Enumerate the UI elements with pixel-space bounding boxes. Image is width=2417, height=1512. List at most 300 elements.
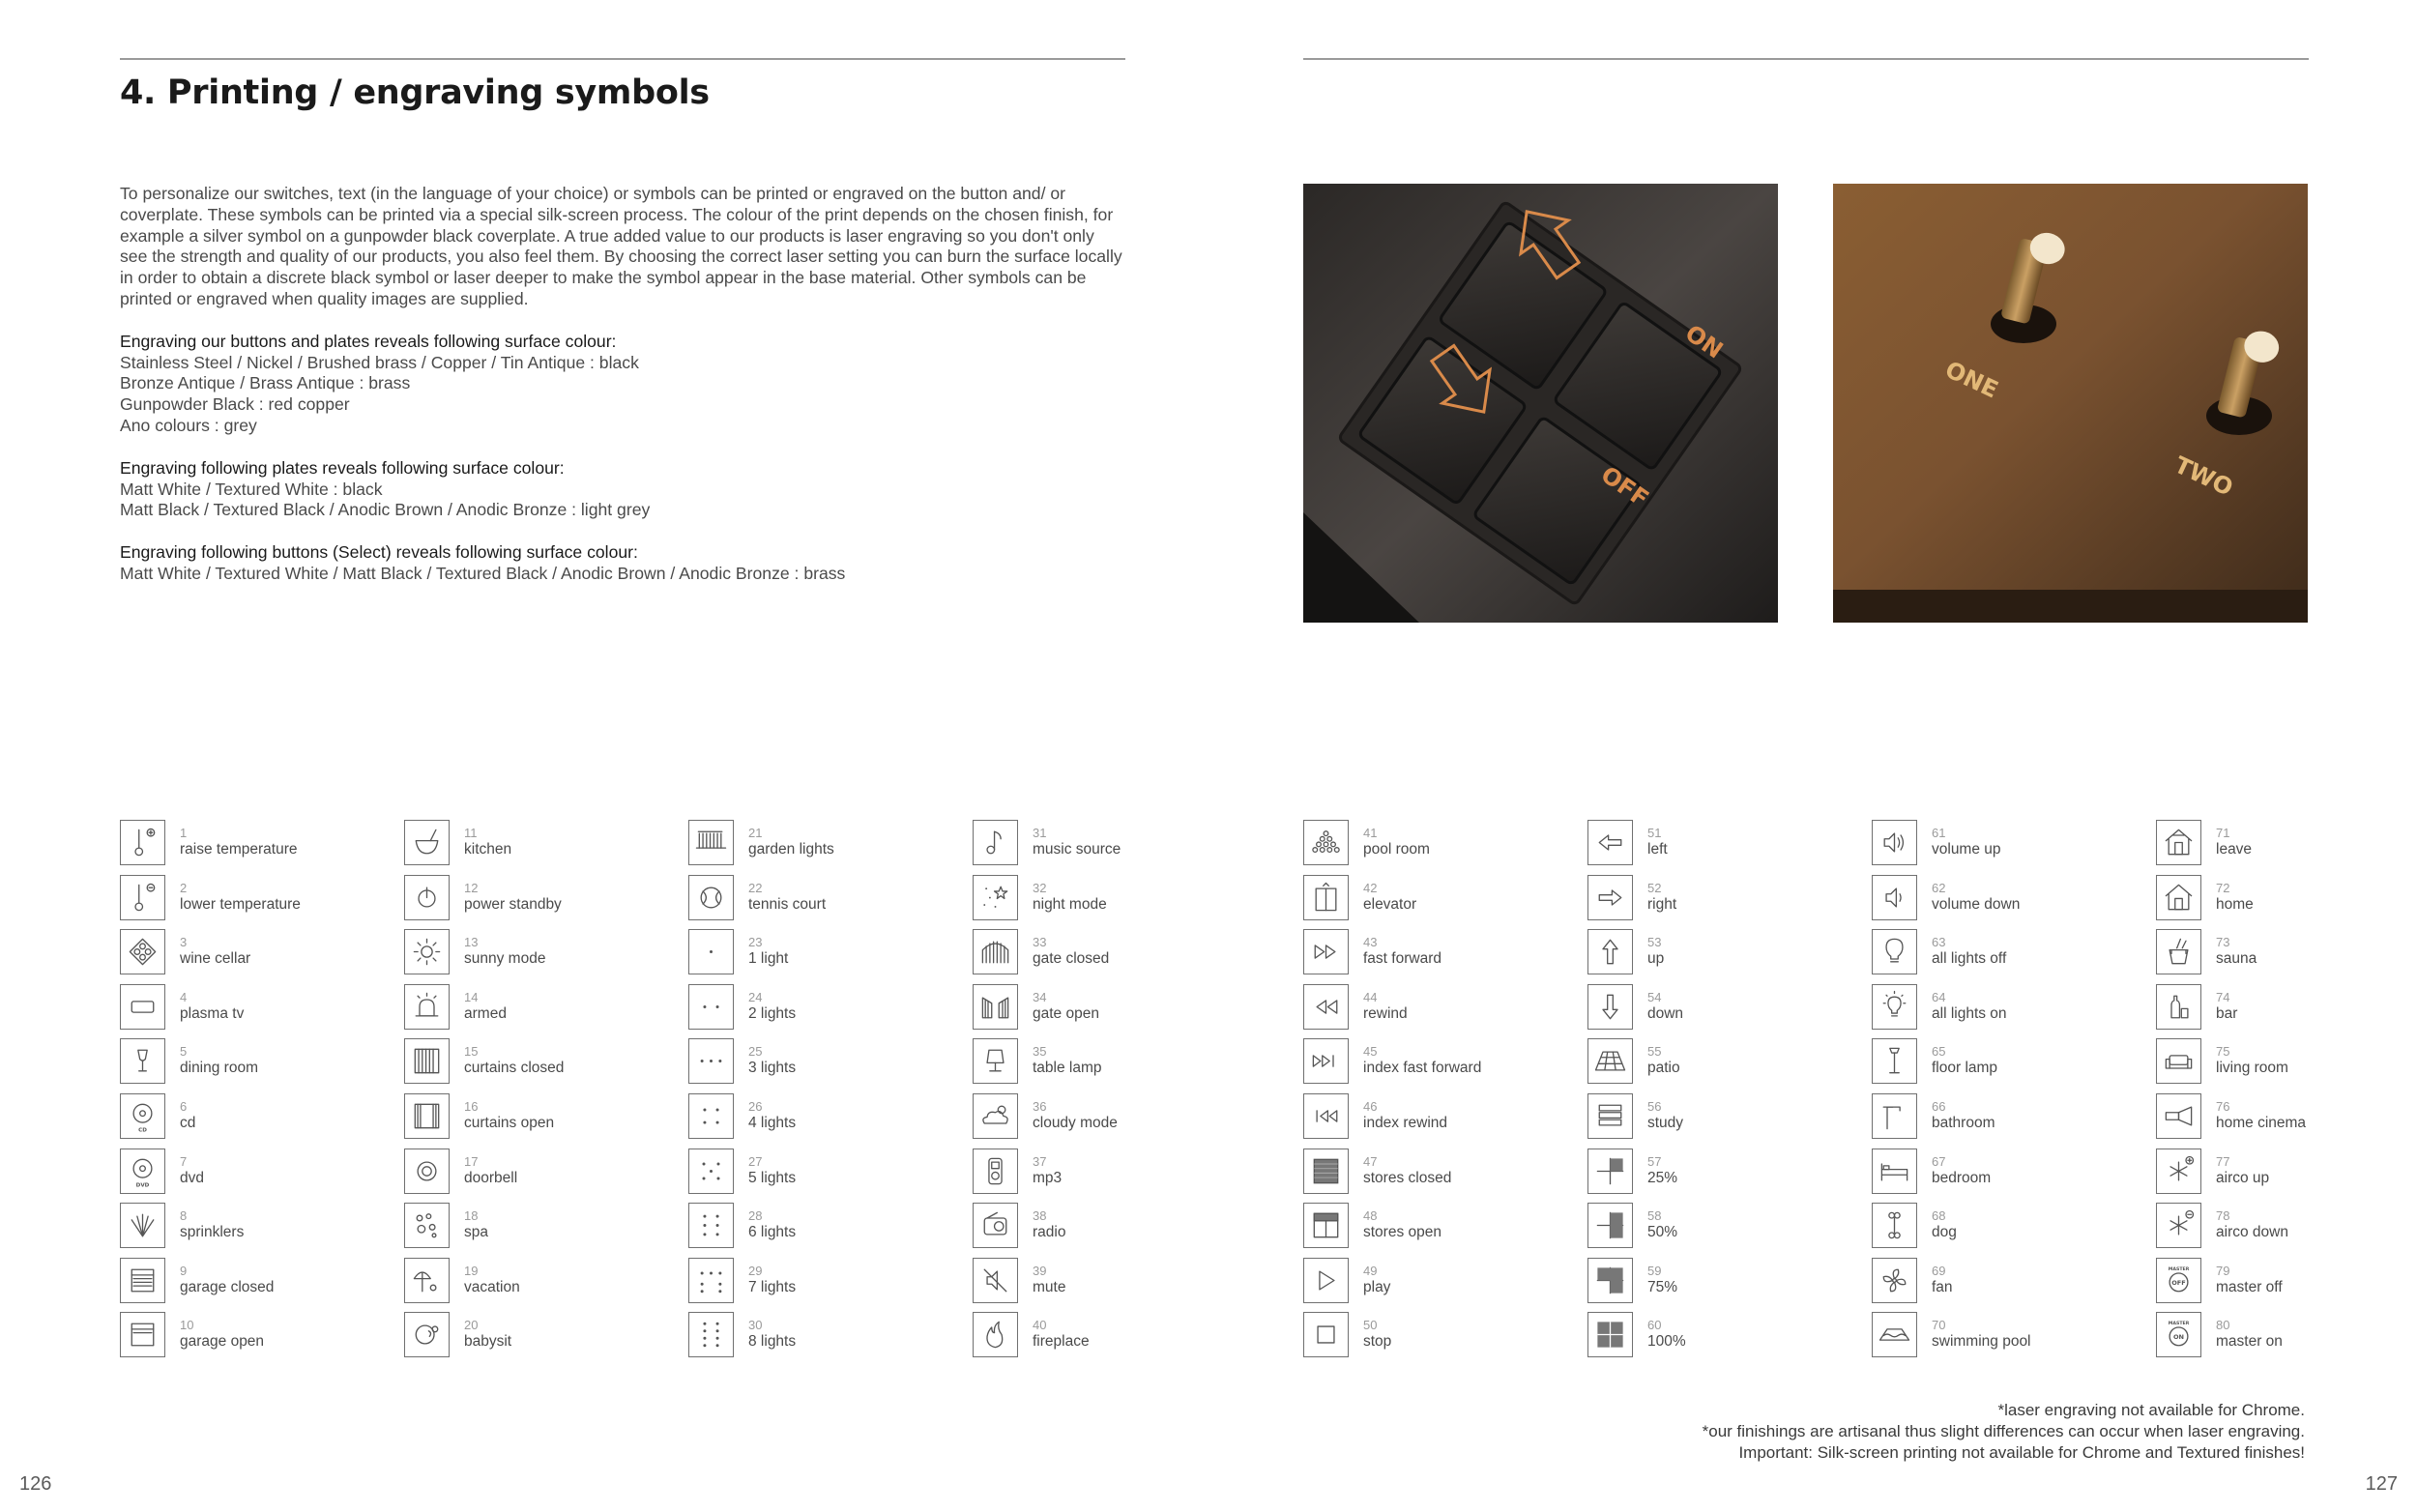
bottles-icon [2156, 984, 2201, 1030]
symbol-number: 54 [1647, 989, 1662, 1004]
symbol-label: bedroom [1932, 1169, 1992, 1186]
symbol-item [2156, 1258, 2417, 1308]
symbol-item [973, 875, 1253, 925]
volume-down-icon [1872, 875, 1917, 920]
symbol-label: wine cellar [180, 950, 251, 968]
page-number-left: 126 [19, 1473, 52, 1495]
symbol-label: fireplace [1033, 1333, 1090, 1351]
symbol-label: all lights off [1932, 950, 2007, 968]
symbol-item [2156, 1203, 2417, 1253]
symbol-label: lower temperature [180, 895, 301, 913]
symbol-label: power standby [464, 895, 562, 913]
dots-3-icon [688, 1038, 734, 1084]
symbol-item [2156, 1093, 2417, 1144]
symbol-item [973, 1312, 1253, 1362]
symbol-label: fan [1932, 1278, 1953, 1295]
baby-icon [404, 1312, 450, 1357]
page-number-right: 127 [2365, 1473, 2398, 1495]
symbol-number: 79 [2216, 1263, 2230, 1278]
top-rule-left [120, 58, 1125, 60]
bed-icon [1872, 1149, 1917, 1194]
cloud-sun-icon [973, 1093, 1018, 1139]
symbol-label: 6 lights [748, 1224, 797, 1241]
symbol-item [688, 1149, 969, 1199]
tennis-ball-icon [688, 875, 734, 920]
symbol-item [1872, 820, 2152, 870]
symbol-number: 63 [1932, 935, 1946, 950]
symbol-item [1303, 1149, 1584, 1199]
symbol-label: dog [1932, 1224, 1957, 1241]
house-icon [2156, 875, 2201, 920]
symbol-number: 67 [1932, 1153, 1946, 1169]
symbol-number: 17 [464, 1153, 479, 1169]
symbol-number: 38 [1033, 1208, 1047, 1224]
symbol-item [120, 929, 400, 979]
blinds-closed-icon [1303, 1149, 1349, 1194]
symbol-item [1303, 875, 1584, 925]
symbol-number: 23 [748, 935, 763, 950]
symbol-item [1303, 1312, 1584, 1362]
pool-balls-icon [1303, 820, 1349, 865]
symbol-item [1872, 1258, 2152, 1308]
plasma-tv-icon [120, 984, 165, 1030]
symbol-label: gate open [1033, 1004, 1099, 1022]
symbol-label: right [1647, 895, 1677, 913]
symbol-number: 8 [180, 1208, 188, 1224]
house-leave-icon [2156, 820, 2201, 865]
symbol-number: 7 [180, 1153, 188, 1169]
symbol-item [1303, 820, 1584, 870]
wine-glass-icon [120, 1038, 165, 1084]
symbol-label: 1 light [748, 950, 789, 968]
symbol-number: 28 [748, 1208, 763, 1224]
section-line: Matt Black / Textured Black / Anodic Brown / Anodic Bronze : light grey [120, 500, 651, 520]
symbol-label: airco up [2216, 1169, 2270, 1186]
symbol-number: 3 [180, 935, 188, 950]
symbol-number: 12 [464, 880, 479, 895]
symbol-number: 21 [748, 826, 763, 840]
symbol-item [688, 1312, 969, 1362]
symbol-item [1587, 929, 1868, 979]
symbol-label: index rewind [1363, 1115, 1448, 1131]
snowflake-plus-icon [2156, 1149, 2201, 1194]
blinds-open-icon [1303, 1203, 1349, 1248]
symbol-number: 66 [1932, 1099, 1946, 1114]
intro-text-block [120, 184, 1125, 606]
symbol-item [1303, 1258, 1584, 1308]
power-icon [404, 875, 450, 920]
flame-icon [973, 1312, 1018, 1357]
mortar-icon [404, 820, 450, 865]
footnotes [1703, 1400, 2305, 1463]
symbol-item [1303, 1093, 1584, 1144]
doorbell-icon [404, 1149, 450, 1194]
symbol-label: 7 lights [748, 1278, 797, 1295]
symbol-number: 25 [748, 1044, 763, 1060]
symbol-label: doorbell [464, 1169, 518, 1186]
master-off-icon [2156, 1258, 2201, 1303]
symbol-item [404, 1312, 684, 1362]
symbol-item [404, 1149, 684, 1199]
sun-icon [404, 929, 450, 974]
symbol-label: bathroom [1932, 1115, 1995, 1131]
symbol-number: 4 [180, 989, 188, 1004]
symbol-item [1872, 984, 2152, 1034]
section-line: Matt White / Textured White : black [120, 479, 383, 499]
colour-section-3 [120, 542, 1125, 585]
symbol-item [120, 875, 400, 925]
symbol-number: 6 [180, 1099, 188, 1114]
symbol-item [2156, 820, 2417, 870]
symbol-number: 65 [1932, 1044, 1946, 1060]
symbol-item [1303, 929, 1584, 979]
dots-8-icon [688, 1312, 734, 1357]
symbol-number: 34 [1033, 989, 1047, 1004]
symbol-label: leave [2216, 841, 2253, 858]
symbol-item [404, 929, 684, 979]
symbol-number: 45 [1363, 1044, 1378, 1060]
symbol-item [973, 1258, 1253, 1308]
symbol-number: 50 [1363, 1318, 1378, 1333]
symbol-label: rewind [1363, 1004, 1408, 1022]
symbol-item [1587, 1149, 1868, 1199]
arrow-up-icon [1587, 929, 1633, 974]
section-line: Gunpowder Black : red copper [120, 394, 350, 415]
symbol-number: 48 [1363, 1208, 1378, 1224]
curtains-closed-icon [404, 1038, 450, 1084]
symbol-label: up [1647, 950, 1665, 968]
on-label: ON [1679, 319, 1729, 364]
thermometer-plus-icon [120, 820, 165, 865]
toggle-switch-photo [1833, 184, 2308, 623]
symbol-number: 5 [180, 1044, 188, 1060]
symbol-number: 26 [748, 1099, 763, 1114]
projector-icon [2156, 1093, 2201, 1139]
symbol-item [973, 1038, 1253, 1089]
symbol-number: 41 [1363, 826, 1378, 840]
floor-lamp-icon [1872, 1038, 1917, 1084]
symbol-item [688, 1038, 969, 1089]
symbol-number: 20 [464, 1318, 479, 1333]
swimming-pool-icon [1872, 1312, 1917, 1357]
symbol-label: fast forward [1363, 950, 1441, 968]
symbol-item [1872, 875, 2152, 925]
symbol-number: 2 [180, 880, 188, 895]
symbol-number: 46 [1363, 1099, 1378, 1114]
books-icon [1587, 1093, 1633, 1139]
section-heading: Engraving following plates reveals following surface colour: [120, 457, 565, 478]
symbol-number: 53 [1647, 935, 1662, 950]
symbol-label: airco down [2216, 1224, 2288, 1241]
symbol-item [688, 984, 969, 1034]
symbol-item [404, 1093, 684, 1144]
symbol-number: 43 [1363, 935, 1378, 950]
symbol-label: music source [1033, 841, 1121, 858]
symbol-label: pool room [1363, 841, 1430, 858]
night-stars-icon [973, 875, 1018, 920]
symbol-item [1872, 1149, 2152, 1199]
symbol-number: 64 [1932, 989, 1946, 1004]
table-lamp-icon [973, 1038, 1018, 1084]
symbol-label: 8 lights [748, 1333, 797, 1351]
symbol-number: 55 [1647, 1044, 1662, 1060]
symbol-number: 61 [1932, 826, 1946, 840]
symbol-label: curtains closed [464, 1060, 565, 1077]
symbol-label: garage open [180, 1333, 265, 1351]
symbol-number: 32 [1033, 880, 1047, 895]
svg-text:MASTER: MASTER [2168, 1322, 2190, 1327]
symbol-label: dining room [180, 1060, 258, 1077]
symbol-item [2156, 875, 2417, 925]
symbol-item [120, 1093, 400, 1144]
symbol-number: 39 [1033, 1263, 1047, 1278]
symbol-item [1303, 1038, 1584, 1089]
symbol-number: 24 [748, 989, 763, 1004]
snowflake-minus-icon [2156, 1203, 2201, 1248]
symbol-label: 5 lights [748, 1169, 797, 1186]
section-line: Matt White / Textured White / Matt Black / Textured Black / Anodic Brown / Anodic Bronze : brass [120, 563, 846, 583]
dots-1-icon [688, 929, 734, 974]
symbol-label: home cinema [2216, 1115, 2307, 1131]
svg-text:ON: ON [2172, 1333, 2185, 1342]
symbol-label: all lights on [1932, 1004, 2007, 1022]
stop-icon [1303, 1312, 1349, 1357]
page-title: 4. Printing / engraving symbols [120, 73, 710, 112]
symbol-number: 60 [1647, 1318, 1662, 1333]
bone-icon [1872, 1203, 1917, 1248]
dots-7-icon [688, 1258, 734, 1303]
svg-text:OFF: OFF [2171, 1278, 2186, 1287]
symbol-number: 76 [2216, 1099, 2230, 1114]
dots-6-icon [688, 1203, 734, 1248]
two-label: TWO [2169, 451, 2237, 502]
symbol-number: 72 [2216, 880, 2230, 895]
symbol-label: table lamp [1033, 1060, 1102, 1077]
svg-text:MASTER: MASTER [2168, 1266, 2190, 1272]
section-line: Stainless Steel / Nickel / Brushed brass / Copper / Tin Antique : black [120, 352, 639, 372]
symbol-label: patio [1647, 1060, 1680, 1077]
symbol-number: 37 [1033, 1153, 1047, 1169]
symbol-label: kitchen [464, 841, 512, 858]
mute-icon [973, 1258, 1018, 1303]
symbol-number: 78 [2216, 1208, 2230, 1224]
symbol-label: stores open [1363, 1224, 1441, 1241]
symbol-label: mp3 [1033, 1169, 1063, 1186]
symbol-label: plasma tv [180, 1004, 245, 1022]
symbol-number: 27 [748, 1153, 763, 1169]
symbol-label: mute [1033, 1278, 1066, 1295]
symbol-number: 69 [1932, 1263, 1946, 1278]
symbol-label: garage closed [180, 1278, 275, 1295]
thermometer-minus-icon [120, 875, 165, 920]
volume-up-icon [1872, 820, 1917, 865]
symbol-number: 56 [1647, 1099, 1662, 1114]
symbol-number: 18 [464, 1208, 479, 1224]
symbol-item [120, 1149, 400, 1199]
symbol-item [120, 1203, 400, 1253]
symbol-item [404, 1038, 684, 1089]
symbol-item [404, 1203, 684, 1253]
symbol-number: 52 [1647, 880, 1662, 895]
push-button-switch-photo [1303, 184, 1778, 623]
symbol-item [1587, 1093, 1868, 1144]
symbol-item [688, 929, 969, 979]
symbol-item [1303, 984, 1584, 1034]
symbol-item [688, 820, 969, 870]
symbol-number: 13 [464, 935, 479, 950]
symbol-number: 80 [2216, 1318, 2230, 1333]
symbol-label: 75% [1647, 1278, 1678, 1295]
footnote: *laser engraving not available for Chrome. [1997, 1401, 2305, 1419]
symbol-number: 77 [2216, 1153, 2230, 1169]
symbol-item [973, 984, 1253, 1034]
symbol-item [973, 820, 1253, 870]
quarter-25-icon [1587, 1149, 1633, 1194]
quarter-100-icon [1587, 1312, 1633, 1357]
symbol-label: 100% [1647, 1333, 1686, 1351]
symbol-item [1872, 1093, 2152, 1144]
symbol-label: sauna [2216, 950, 2257, 968]
symbol-number: 62 [1932, 880, 1946, 895]
dots-5-icon [688, 1149, 734, 1194]
symbol-item [688, 875, 969, 925]
fast-forward-icon [1303, 929, 1349, 974]
symbol-item [1872, 1203, 2152, 1253]
music-note-icon [973, 820, 1018, 865]
dvd-icon [120, 1149, 165, 1194]
symbol-label: floor lamp [1932, 1060, 1998, 1077]
symbol-item [1587, 820, 1868, 870]
symbol-number: 15 [464, 1044, 479, 1060]
symbol-number: 30 [748, 1318, 763, 1333]
master-on-icon [2156, 1312, 2201, 1357]
symbol-number: 74 [2216, 989, 2230, 1004]
symbol-label: 3 lights [748, 1060, 797, 1077]
symbol-item [120, 1258, 400, 1308]
symbol-label: 2 lights [748, 1004, 797, 1022]
wine-cellar-icon [120, 929, 165, 974]
symbol-label: volume up [1932, 841, 2001, 858]
symbol-number: 75 [2216, 1044, 2230, 1060]
symbol-number: 11 [464, 826, 478, 840]
off-label: OFF [1595, 460, 1654, 513]
symbol-number: 59 [1647, 1263, 1662, 1278]
sauna-bucket-icon [2156, 929, 2201, 974]
footnote: *our finishings are artisanal thus slight differences can occur when laser engraving. [1702, 1421, 2305, 1440]
symbol-number: 40 [1033, 1318, 1047, 1333]
symbol-number: 51 [1647, 826, 1662, 840]
alarm-light-icon [404, 984, 450, 1030]
symbol-label: garden lights [748, 841, 834, 858]
symbol-label: study [1647, 1115, 1684, 1131]
symbol-number: 44 [1363, 989, 1378, 1004]
symbol-number: 10 [180, 1318, 194, 1333]
symbol-label: cloudy mode [1033, 1115, 1118, 1131]
symbol-item [1587, 875, 1868, 925]
symbol-item [1872, 1038, 2152, 1089]
symbol-item [1587, 1258, 1868, 1308]
section-heading: Engraving following buttons (Select) reveals following surface colour: [120, 542, 638, 563]
symbol-number: 16 [464, 1099, 479, 1114]
svg-text:DVD: DVD [135, 1182, 150, 1189]
symbol-label: bar [2216, 1004, 2238, 1022]
symbol-item [120, 820, 400, 870]
symbol-item [973, 1149, 1253, 1199]
symbol-item [1587, 1203, 1868, 1253]
symbol-item [973, 929, 1253, 979]
symbol-item [120, 1038, 400, 1089]
symbol-number: 68 [1932, 1208, 1946, 1224]
arrow-left-icon [1587, 820, 1633, 865]
arrow-right-icon [1587, 875, 1633, 920]
symbol-label: vacation [464, 1278, 520, 1295]
symbol-item [1872, 929, 2152, 979]
symbol-label: left [1647, 841, 1668, 858]
symbol-number: 29 [748, 1263, 763, 1278]
symbol-label: index fast forward [1363, 1060, 1482, 1077]
symbol-item [120, 984, 400, 1034]
sofa-icon [2156, 1038, 2201, 1084]
symbol-number: 14 [464, 989, 479, 1004]
spa-bubbles-icon [404, 1203, 450, 1248]
gate-closed-icon [973, 929, 1018, 974]
symbol-item [404, 984, 684, 1034]
intro-paragraph: To personalize our switches, text (in the language of your choice) or symbols can be printed or engraved on the button and/ or coverplate. These symbols can be printed via a special silk-screen process. The colour of the print depends on the chosen finish, for example a silver symbol on a gunpowder black coverplate. A true added value to our products is laser engraving so you don't only see the strength and quality of our products, you also feel them. By choosing the correct laser setting you can burn the surface locally in order to obtain a discrete black symbol or laser deeper to make the symbol appear in the base material. Other symbols can be printed or engraved when quality images are supplied. [120, 184, 1122, 308]
symbol-label: tennis court [748, 895, 827, 913]
symbol-label: spa [464, 1224, 488, 1241]
symbol-number: 71 [2216, 826, 2230, 840]
radio-icon [973, 1203, 1018, 1248]
symbol-number: 9 [180, 1263, 188, 1278]
rewind-icon [1303, 984, 1349, 1030]
arrow-down-icon [1587, 984, 1633, 1030]
footnote: Important: Silk-screen printing not available for Chrome and Textured finishes! [1738, 1442, 2305, 1462]
symbol-number: 58 [1647, 1208, 1662, 1224]
section-line: Bronze Antique / Brass Antique : brass [120, 373, 411, 393]
symbol-label: 50% [1647, 1224, 1678, 1241]
symbol-label: radio [1033, 1224, 1066, 1241]
symbol-label: swimming pool [1932, 1333, 2031, 1351]
symbol-number: 73 [2216, 935, 2230, 950]
symbol-label: dvd [180, 1169, 204, 1186]
index-forward-icon [1303, 1038, 1349, 1084]
symbol-number: 57 [1647, 1153, 1662, 1169]
symbol-item [404, 1258, 684, 1308]
symbol-number: 22 [748, 880, 763, 895]
tap-icon [1872, 1093, 1917, 1139]
symbol-label: stop [1363, 1333, 1392, 1351]
symbol-item [2156, 984, 2417, 1034]
symbol-item [2156, 1038, 2417, 1089]
symbol-item [120, 1312, 400, 1362]
sprinkler-icon [120, 1203, 165, 1248]
symbol-label: raise temperature [180, 841, 298, 858]
symbol-item [404, 875, 684, 925]
symbol-label: babysit [464, 1333, 512, 1351]
symbol-item [1587, 1038, 1868, 1089]
symbol-number: 1 [180, 826, 188, 840]
symbol-number: 31 [1033, 826, 1047, 840]
symbol-label: play [1363, 1278, 1391, 1295]
colour-section-1 [120, 332, 1125, 437]
one-label: ONE [1940, 356, 2003, 404]
gate-open-icon [973, 984, 1018, 1030]
parasol-icon [404, 1258, 450, 1303]
colour-section-2 [120, 458, 1125, 521]
elevator-icon [1303, 875, 1349, 920]
symbol-item [2156, 1312, 2417, 1362]
symbol-number: 70 [1932, 1318, 1946, 1333]
